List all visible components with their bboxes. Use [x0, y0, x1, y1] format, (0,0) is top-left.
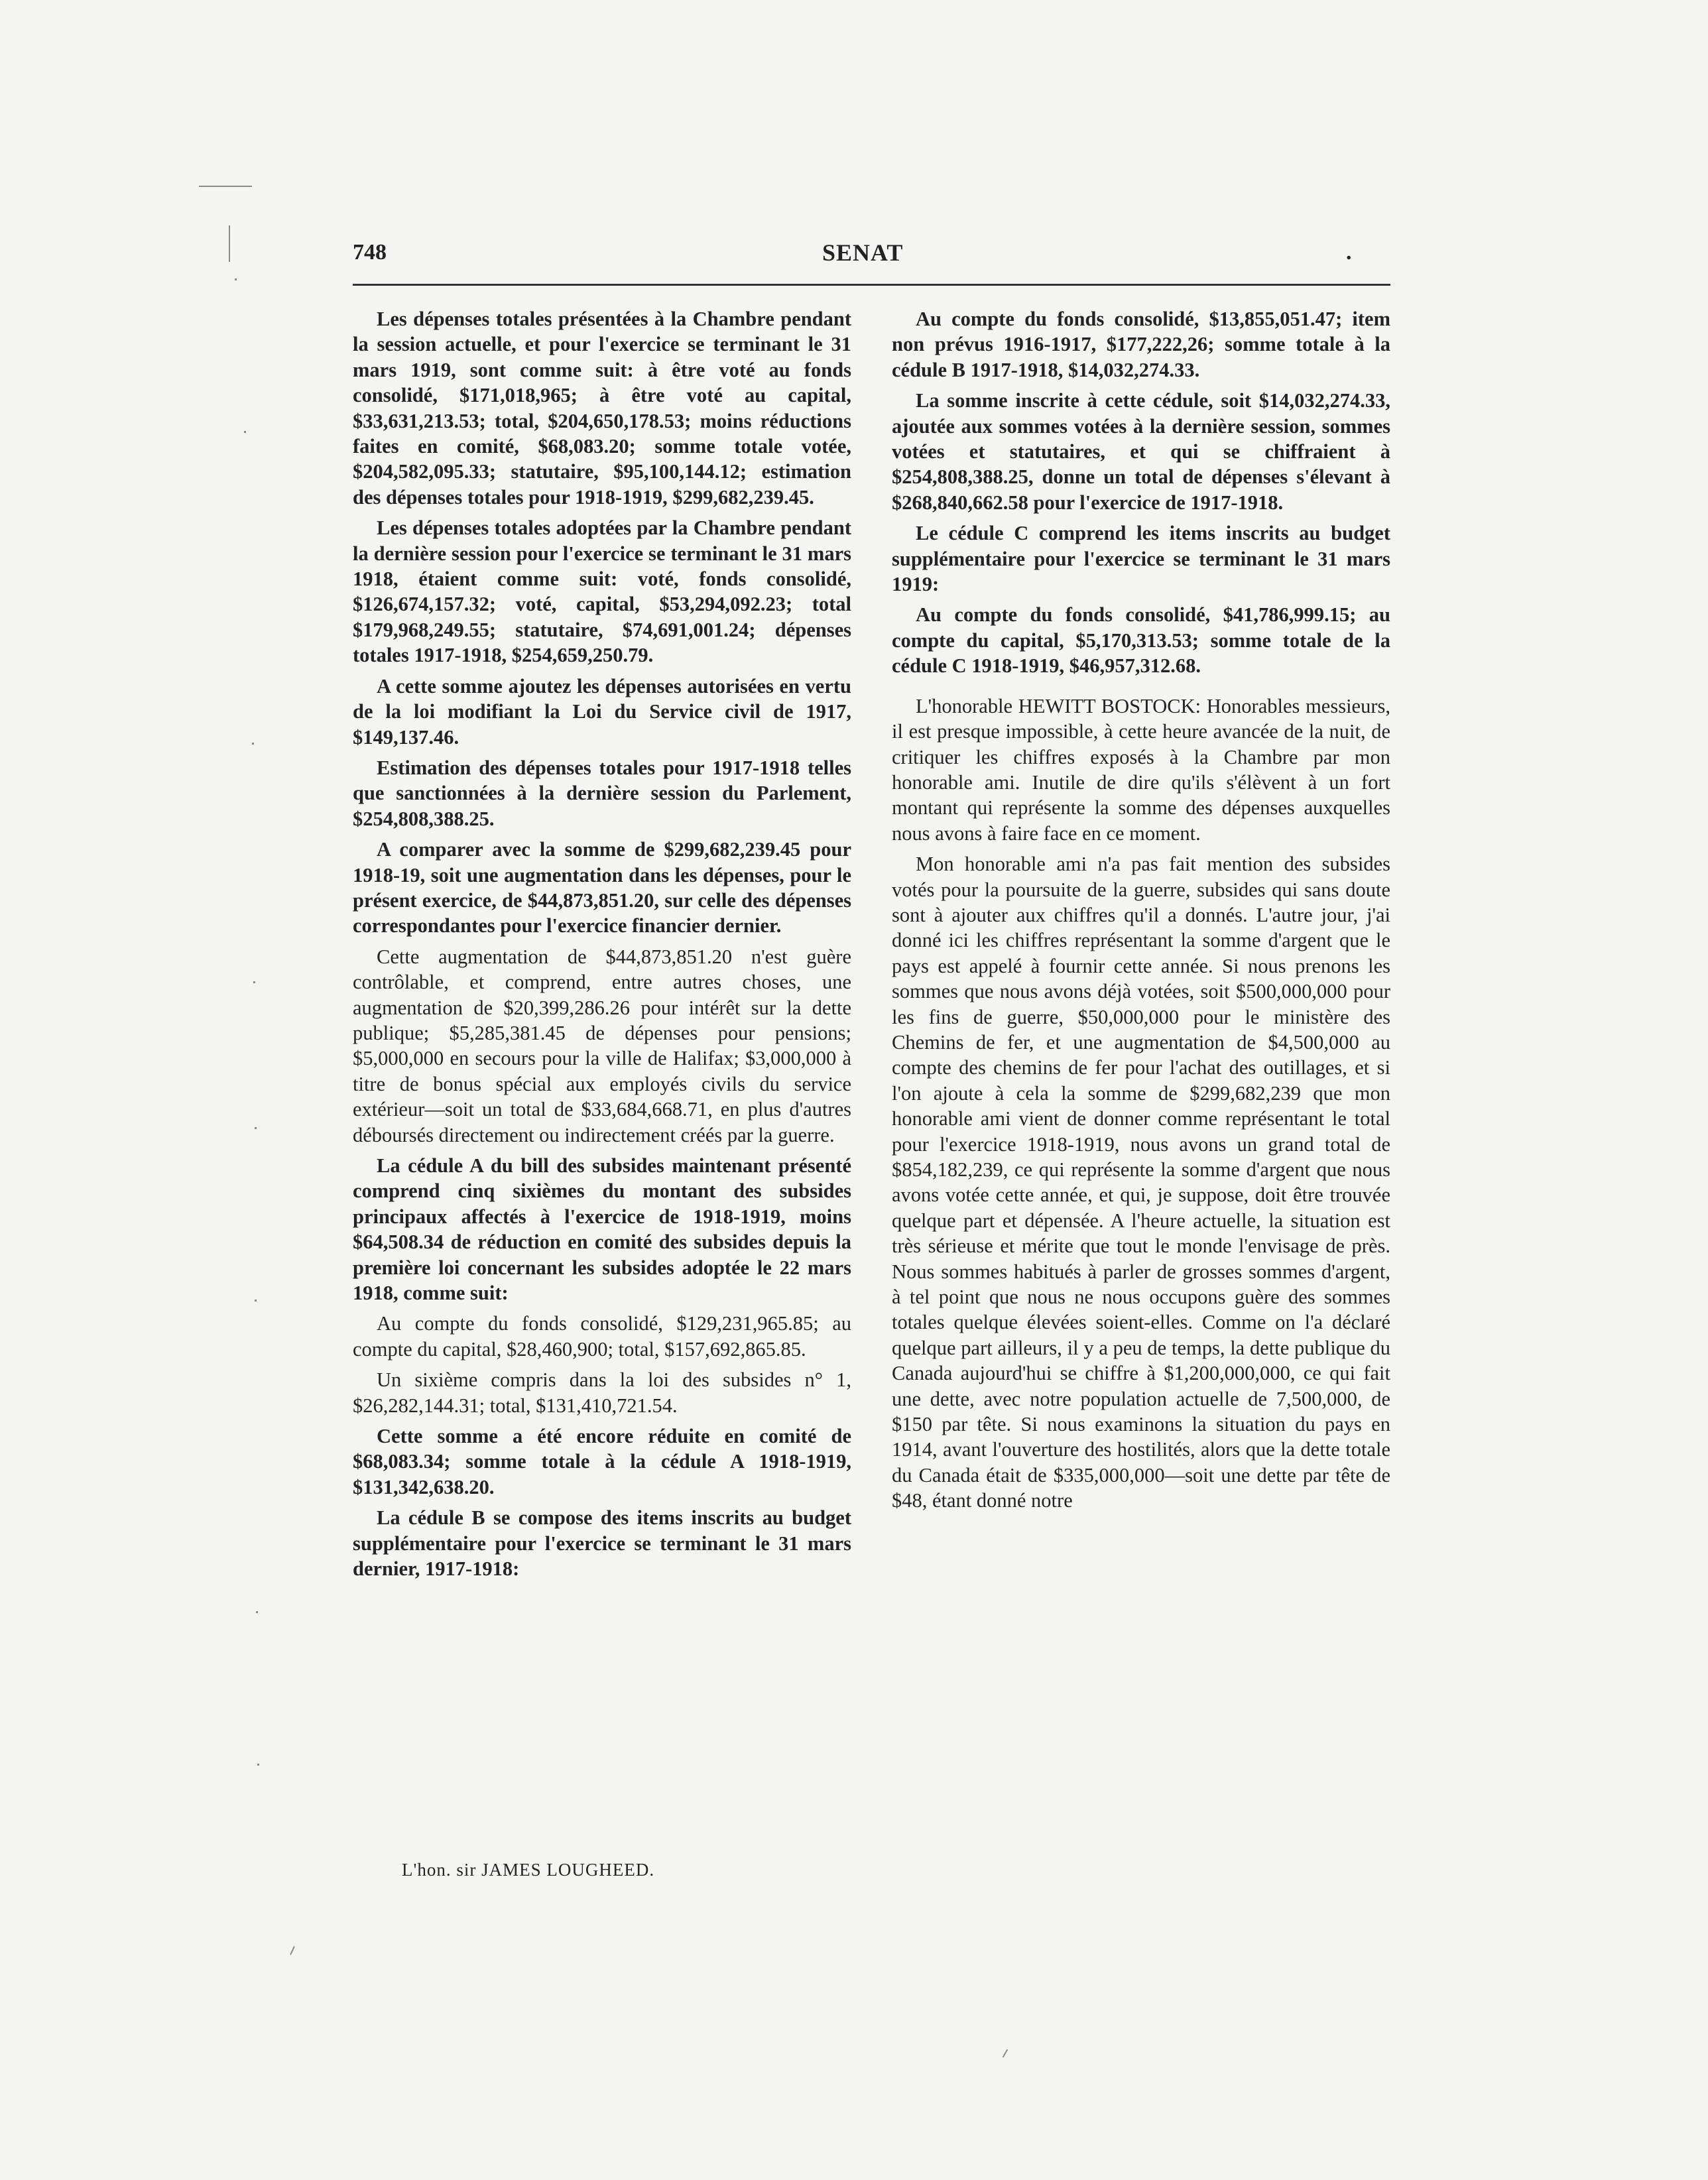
- page-number: 748: [353, 240, 387, 265]
- scan-mark: [235, 278, 237, 280]
- right-column: [892, 306, 1390, 1519]
- paragraph: Un sixième compris dans la loi des subsides n° 1, $26,282,144.31; total, $131,410,721.54.: [353, 1368, 851, 1417]
- header-dot: .: [1346, 240, 1352, 265]
- paragraph: Estimation des dépenses totales pour 1917-1918 telles que sanctionnées à la dernière session du Parlement, $254,808,388.25.: [353, 756, 851, 830]
- paragraph: Au compte du fonds consolidé, $129,231,965.85; au compte du capital, $28,460,900; total, $157,692,865.85.: [353, 1312, 851, 1361]
- header-rule: [353, 284, 1390, 286]
- paragraph: Au compte du fonds consolidé, $13,855,051.47; item non prévus 1916-1917, $177,222,26; somme totale à la cédule B 1917-1918, $14,032,274.33.: [892, 308, 1390, 381]
- paragraph: La cédule B se compose des items inscrits au budget supplémentaire pour l'exercice se terminant le 31 mars dernier, 1917-1918:: [353, 1506, 851, 1581]
- paragraph: Le cédule C comprend les items inscrits au budget supplémentaire pour l'exercice se terminant le 31 mars 1919:: [892, 522, 1390, 596]
- paragraph: A comparer avec la somme de $299,682,239.45 pour 1918-19, soit une augmentation dans les dépenses, pour le présent exercice, de $44,873,851.20, sur celle des dépenses correspondantes pour l'exercice financier dernier.: [353, 838, 851, 938]
- left-column: [353, 306, 851, 1587]
- running-title: SENAT: [822, 239, 904, 266]
- scan-mark: [257, 1764, 259, 1766]
- paragraph: Les dépenses totales adoptées par la Chambre pendant la dernière session pour l'exercice se terminant le 31 mars 1918, étaient comme suit: voté, fonds consolidé, $126,674,157.32; voté, capital, $53,294,092.23; total $179,968,249.55; statutaire, $74,691,001.24; dépenses totales 1917-1918, $254,659,250.79.: [353, 516, 851, 667]
- paragraph: Au compte du fonds consolidé, $41,786,999.15; au compte du capital, $5,170,313.53; somme totale de la cédule C 1918-1919, $46,957,312.68.: [892, 603, 1390, 678]
- paragraph: La somme inscrite à cette cédule, soit $14,032,274.33, ajoutée aux sommes votées à la dernière session, sommes votées et statutaires, et qui se chiffraient à $254,808,388.25, donne un total de dépenses s'élevant à $268,840,662.58 pour l'exercice de 1917-1918.: [892, 389, 1390, 514]
- scan-mark: [255, 1300, 257, 1302]
- paragraph: La cédule A du bill des subsides maintenant présenté comprend cinq sixièmes du montant des subsides principaux affectés à l'exercice de 1918-1919, moins $64,508.34 de réduction en comité des subsides depuis la première loi concernant les subsides adoptée le 22 mars 1918, comme suit:: [353, 1154, 851, 1305]
- scan-mark: [1003, 2049, 1008, 2057]
- speaker-footnote: L'hon. sir JAMES LOUGHEED.: [402, 1860, 655, 1880]
- paragraph: Cette augmentation de $44,873,851.20 n'est guère contrôlable, et comprend, entre autres choses, une augmentation de $20,399,286.26 pour intérêt sur la dette publique; $5,285,381.45 de dépenses pour pensions; $5,000,000 en secours pour la ville de Halifax; $3,000,000 à titre de bonus spécial aux employés civils du service extérieur—soit un total de $33,684,668.71, en plus d'autres déboursés directement ou indirectement créés par la guerre.: [353, 945, 851, 1146]
- paragraph: A cette somme ajoutez les dépenses autorisées en vertu de la loi modifiant la Loi du Service civil de 1917, $149,137.46.: [353, 674, 851, 749]
- paragraph: Cette somme a été encore réduite en comité de $68,083.34; somme totale à la cédule A 1918-1919, $131,342,638.20.: [353, 1425, 851, 1498]
- scan-mark: [229, 225, 230, 262]
- scan-mark: [290, 1946, 295, 1955]
- scan-mark: [244, 431, 246, 433]
- paragraph: L'honorable HEWITT BOSTOCK: Honorables messieurs, il est presque impossible, à cette heure avancée de la nuit, de critiquer les chiffres exposés à la Chambre par mon honorable ami. Inutile de dire qu'ils s'élèvent à un fort montant qui représente la somme des dépenses auxquelles nous avons à faire face en ce moment.: [892, 694, 1390, 845]
- scan-mark: [253, 981, 255, 983]
- scan-mark: [256, 1611, 258, 1613]
- scan-mark: [255, 1127, 257, 1129]
- paragraph: Les dépenses totales présentées à la Chambre pendant la session actuelle, et pour l'exercice se terminant le 31 mars 1919, sont comme suit: à être voté au fonds consolidé, $171,018,965; à être voté au capital, $33,631,213.53; total, $204,650,178.53; moins réductions faites en comité, $68,083.20; somme totale votée, $204,582,095.33; statutaire, $95,100,144.12; estimation des dépenses totales pour 1918-1919, $299,682,239.45.: [353, 308, 851, 509]
- paragraph: Mon honorable ami n'a pas fait mention des subsides votés pour la poursuite de la guerre, subsides qui sans doute sont à ajouter aux chiffres qu'il a donnés. L'autre jour, j'ai donné ici les chiffres représentant la somme d'argent que le pays est appelé à fournir cette année. Si nous prenons les sommes que nous avons déjà votées, soit $500,000,000 pour les fins de guerre, $50,000,000 pour le ministère des Chemins de fer, et une augmentation de $4,500,000 au compte des chemins de fer pour l'achat des outillages, et si l'on ajoute à cela la somme de $299,682,239 que mon honorable ami vient de donner comme représentant le total pour l'exercice 1918-1919, nous avons un grand total de $854,182,239, ce qui représente la somme d'argent que nous avons votée cette année, et qui, je suppose, doit être trouvée quelque part et dépensée. A l'heure actuelle, la situation est très sérieuse et mérite que tout le monde l'envisage de près. Nous sommes habitués à parler de grosses sommes d'argent, à tel point que nous ne nous occupons guère des sommes totales quelque élevées soient-elles. Comme on l'a déclaré quelque part ailleurs, il y a peu de temps, la dette publique du Canada aujourd'hui se chiffre à $1,200,000,000, ce qui fait une dette, avec notre population actuelle de 7,500,000, de $150 par tête. Si nous examinons la situation du pays en 1914, avant l'ouverture des hostilités, alors que la dette totale du Canada était de $335,000,000—soit une dette par tête de $48, étant donné notre: [892, 853, 1390, 1512]
- scan-mark: [199, 186, 252, 187]
- scan-mark: [252, 743, 254, 745]
